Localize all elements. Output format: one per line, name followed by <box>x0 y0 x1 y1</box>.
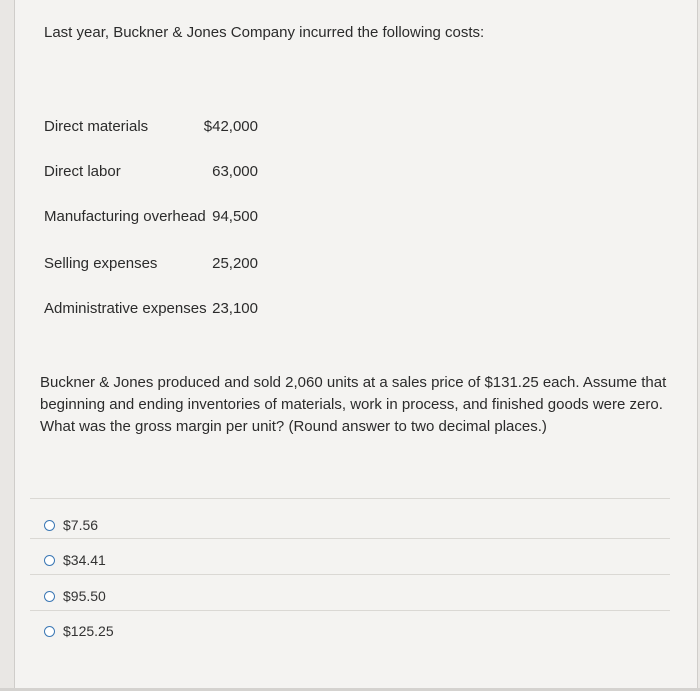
cost-label: Administrative expenses <box>44 300 207 317</box>
radio-button-icon[interactable] <box>44 520 55 531</box>
cost-label: Manufacturing overhead <box>44 208 206 225</box>
intro-text: Last year, Buckner & Jones Company incurred the following costs: <box>44 24 485 41</box>
cost-label: Direct materials <box>44 118 149 135</box>
cost-row-direct-labor <box>44 163 258 183</box>
radio-button-icon[interactable] <box>44 555 55 566</box>
radio-button-icon[interactable] <box>44 626 55 637</box>
cost-row-manufacturing-overhead <box>44 208 258 228</box>
question-card <box>14 0 698 688</box>
cost-label: Selling expenses <box>44 255 158 272</box>
cost-value: 23,100 <box>212 300 258 317</box>
answer-option-label: $7.56 <box>63 517 99 533</box>
answer-option-label: $95.50 <box>63 588 106 604</box>
divider <box>30 574 670 575</box>
cost-value: 63,000 <box>212 163 258 180</box>
answer-option-4[interactable] <box>44 621 114 641</box>
radio-button-icon[interactable] <box>44 591 55 602</box>
cost-row-direct-materials <box>44 118 258 138</box>
divider <box>30 610 670 611</box>
cost-value: 94,500 <box>212 208 258 225</box>
question-text: Buckner & Jones produced and sold 2,060 units at a sales price of $131.25 each. Assume that beginning and ending inventories of materials, work in process, and finished goods were zero. What was the gross margin per unit? (Round answer to two decimal places.) <box>40 374 667 435</box>
answer-option-3[interactable] <box>44 586 106 606</box>
cost-value: $42,000 <box>203 118 258 135</box>
divider <box>30 538 670 539</box>
answer-option-1[interactable] <box>44 515 98 535</box>
cost-row-administrative-expenses <box>44 300 258 320</box>
cost-row-selling-expenses <box>44 255 258 275</box>
cost-value: 25,200 <box>212 255 258 272</box>
divider <box>30 498 670 499</box>
answer-option-label: $125.25 <box>63 623 114 639</box>
answer-option-2[interactable] <box>44 550 106 570</box>
cost-label: Direct labor <box>44 163 121 180</box>
answer-option-label: $34.41 <box>63 552 106 568</box>
